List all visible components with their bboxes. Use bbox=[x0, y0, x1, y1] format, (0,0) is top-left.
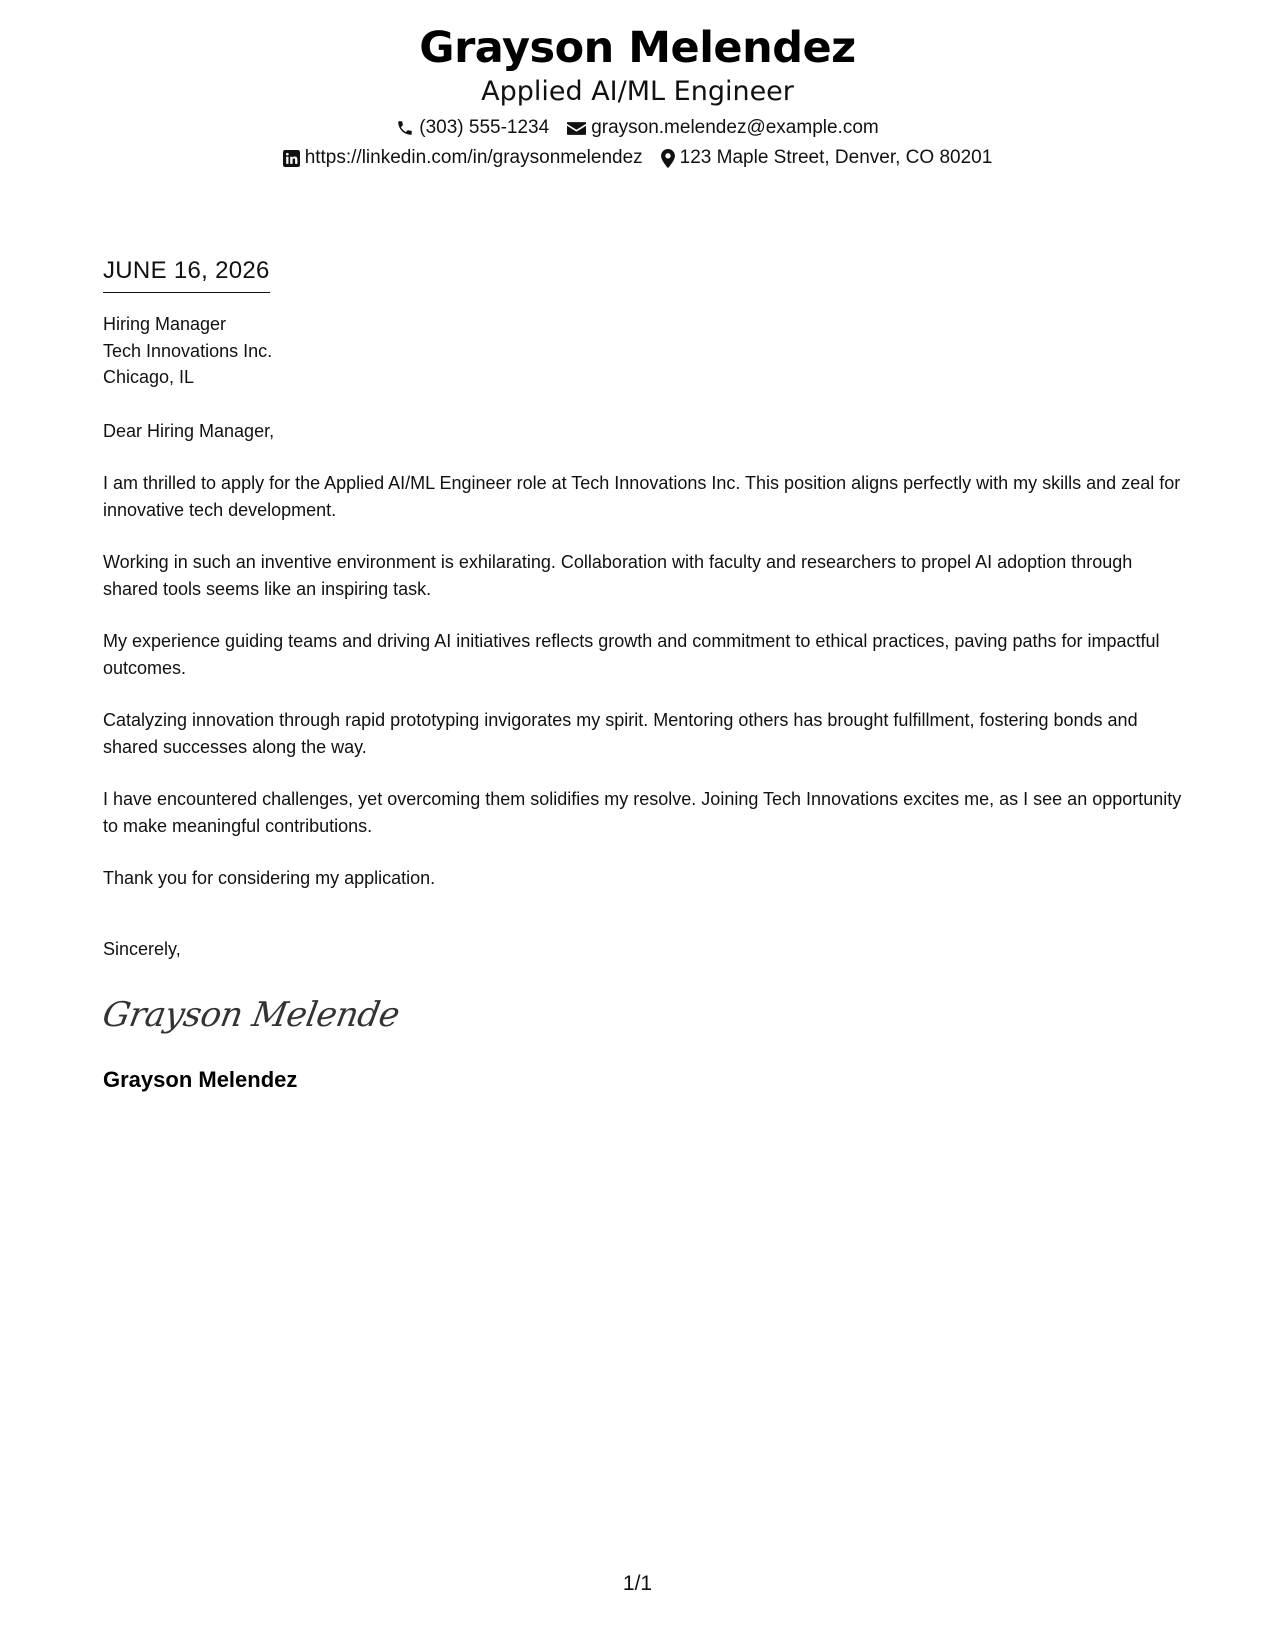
sender-name: Grayson Melendez bbox=[419, 23, 856, 73]
address-text: 123 Maple Street, Denver, CO 80201 bbox=[679, 147, 993, 168]
page-number: 1/1 bbox=[622, 1572, 653, 1595]
letter-header bbox=[0, 22, 1275, 173]
body-paragraph: Catalyzing innovation through rapid prototyping invigorates my spirit. Mentoring others has brought fulfillment, fostering bonds and shared successes along the way. bbox=[103, 710, 1138, 757]
body-paragraph: My experience guiding teams and driving AI initiatives reflects growth and commitment to ethical practices, paving paths for impactful outcomes. bbox=[103, 631, 1160, 678]
contact-row-secondary bbox=[0, 143, 1275, 173]
email-link[interactable]: grayson.melendez@example.com bbox=[591, 117, 879, 138]
contact-linkedin[interactable] bbox=[283, 143, 643, 173]
sender-title: Applied AI/ML Engineer bbox=[481, 76, 794, 107]
letter-body bbox=[99, 256, 1183, 1094]
linkedin-icon bbox=[283, 150, 300, 167]
recipient-block bbox=[103, 311, 1183, 391]
body-paragraph: Thank you for considering my application. bbox=[103, 868, 436, 888]
body-paragraph: I have encountered challenges, yet overcoming them solidifies my resolve. Joining Tech Innovations excites me, as I see an opportunity to make meaningful contributions. bbox=[103, 789, 1182, 836]
signature-image bbox=[99, 986, 1183, 1044]
contact-row-primary bbox=[0, 113, 1275, 143]
envelope-icon bbox=[567, 121, 586, 136]
body-paragraph: I am thrilled to apply for the Applied AI/ML Engineer role at Tech Innovations Inc. This position aligns perfectly with my skills and zeal for innovative tech development. bbox=[103, 473, 1181, 520]
phone-text: (303) 555-1234 bbox=[419, 117, 550, 138]
contact-address bbox=[661, 143, 993, 173]
linkedin-link[interactable]: https://linkedin.com/in/graysonmelendez bbox=[304, 147, 643, 168]
body-paragraph: Working in such an inventive environment is exhilarating. Collaboration with faculty and researchers to propel AI adoption through shared tools seems like an inspiring task. bbox=[103, 552, 1133, 599]
salutation: Dear Hiring Manager, bbox=[103, 420, 275, 441]
map-pin-icon bbox=[661, 149, 675, 168]
closing: Sincerely, bbox=[103, 938, 181, 959]
recipient-location: Chicago, IL bbox=[103, 367, 195, 387]
recipient-title: Hiring Manager bbox=[103, 314, 227, 334]
phone-icon bbox=[396, 119, 414, 137]
contact-phone bbox=[396, 113, 549, 143]
contact-email[interactable] bbox=[567, 113, 879, 143]
signoff-name: Grayson Melendez bbox=[103, 1067, 298, 1092]
letter-date: JUNE 16, 2026 bbox=[103, 256, 270, 293]
signature-text: Grayson Melende bbox=[99, 994, 403, 1035]
recipient-company: Tech Innovations Inc. bbox=[103, 340, 273, 361]
